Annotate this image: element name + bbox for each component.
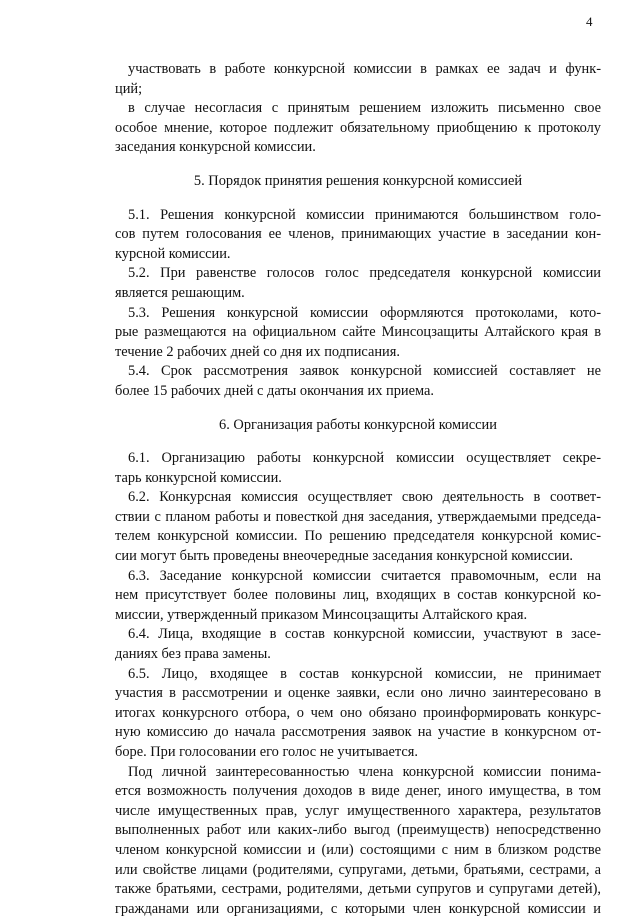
document-body (115, 60, 601, 919)
text-line: 6.4. Лица, входящие в состав конкурсной комиссии, участвуют в засе- (128, 626, 601, 643)
text-line: ную комиссию до начала рассмотрения заявок на участие в конкурсном от- (115, 724, 601, 741)
text-line: 5.3. Решения конкурсной комиссии оформляются протоколами, кото- (128, 304, 601, 321)
text-line: тарь конкурсной комиссии. (115, 469, 282, 486)
text-line: боре. При голосовании его голос не учитывается. (115, 744, 418, 760)
text-line: Под личной заинтересованностью члена конкурсной комиссии понима- (128, 763, 601, 780)
text-line: 6.3. Заседание конкурсной комиссии считается правомочным, если на (128, 567, 601, 584)
text-line: сов путем голосования ее членов, принимающих участие в заседании кон- (115, 226, 601, 243)
page-number: 4 (586, 14, 593, 29)
text-line: участия в рассмотрении и оценке заявки, если оно лично заинтересовано в (115, 685, 601, 702)
text-line: 6.1. Организацию работы конкурсной комиссии осуществляет секре- (128, 450, 601, 467)
text-line: выполненных работ или каких-либо выгод (преимуществ) непосредственно (115, 822, 601, 839)
text-line: рые размещаются на официальном сайте Минсоцзащиты Алтайского края в (115, 324, 601, 341)
text-line: членом конкурсной комиссии и (или) состоящими с ним в близком родстве (115, 841, 601, 858)
section-6-heading: 6. Организация работы конкурсной комиссии (219, 416, 497, 433)
text-line: ций; (115, 80, 143, 97)
text-line: ствии с планом работы и повесткой дня заседания, утверждаемыми председа- (115, 508, 601, 525)
text-line: течение 2 рабочих дней со дня их подписания. (115, 343, 400, 360)
text-line: сии могут быть проведены внеочередные заседания конкурсной комиссии. (115, 548, 574, 565)
text-line: в случае несогласия с принятым решением изложить письменно свое (128, 100, 601, 117)
text-line: гражданами или организациями, с которыми член конкурсной комиссии и (115, 900, 601, 917)
section-6-body (115, 449, 601, 919)
text-line: участвовать в работе конкурсной комиссии в рамках ее задач и функ- (128, 61, 601, 77)
section-5-heading: 5. Порядок принятия решения конкурсной комиссией (193, 172, 523, 189)
text-line: миссии, утвержденный приказом Минсоцзащиты Алтайского края. (115, 606, 528, 623)
text-line: 5.2. При равенстве голосов голос председателя конкурсной комиссии (128, 265, 601, 282)
text-line: телем конкурсной комиссии. По решению председателя конкурсной комис- (115, 528, 601, 545)
text-line: 6.5. Лицо, входящее в состав конкурсной комиссии, не принимает (128, 665, 601, 682)
text-line: более 15 рабочих дней с даты окончания их приема. (115, 382, 434, 399)
text-line: ется возможность получения доходов в виде денег, иного имущества, в том (115, 783, 601, 800)
text-line: заседания конкурсной комиссии. (115, 139, 316, 156)
text-line: итогах конкурсного отбора, о чем оно обязано проинформировать конкурс- (115, 704, 601, 721)
text-line: 5.4. Срок рассмотрения заявок конкурсной комиссией составляет не (128, 363, 601, 380)
text-line: курсной комиссии. (115, 245, 231, 262)
text-line: даниях без права замены. (115, 646, 271, 663)
text-line: или свойстве лицами (родителями, супругами, детьми, братьями, сестрами, а (115, 861, 601, 878)
section-5-body (115, 206, 601, 402)
text-line: также братьями, сестрами, родителями, детьми супругов и супругами детей), (115, 881, 601, 898)
text-line: 6.2. Конкурсная комиссия осуществляет свою деятельность в соответ- (128, 489, 601, 506)
text-line: является решающим. (115, 284, 245, 301)
text-line: нем присутствует более половины лиц, входящих в состав конкурсной ко- (115, 587, 601, 604)
text-line: 5.1. Решения конкурсной комиссии принимаются большинством голо- (128, 206, 601, 223)
text-line: числе имущественных прав, услуг имущественного характера, результатов (115, 802, 601, 819)
intro-block (115, 60, 601, 158)
text-line: особое мнение, которое подлежит обязательному приобщению к протоколу (115, 119, 601, 136)
